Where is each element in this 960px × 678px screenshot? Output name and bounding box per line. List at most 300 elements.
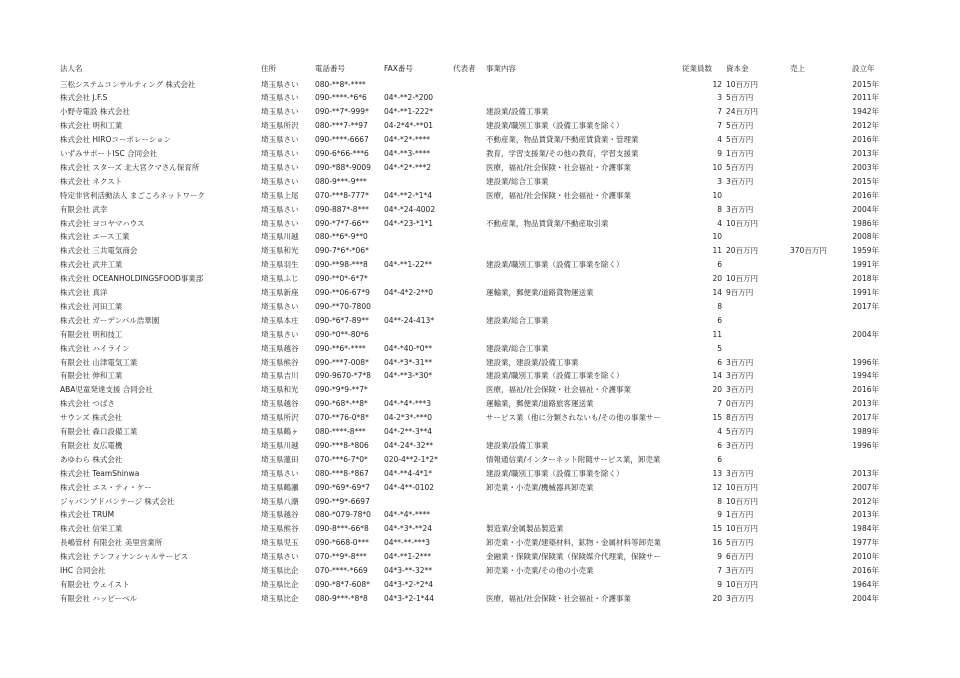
cell-employees: 15 <box>712 524 722 534</box>
header-cell-employees: 従業員数 <box>682 64 712 73</box>
cell-sales: 370百万円 <box>790 246 827 256</box>
cell-founded: 1984年 <box>852 524 879 534</box>
cell-founded: 2004年 <box>852 593 879 603</box>
cell-capital: 3百万円 <box>726 357 754 367</box>
cell-employees: 6 <box>717 454 722 464</box>
cell-address: 埼玉県さい <box>261 93 299 103</box>
cell-phone: 070-**76-0*8* <box>315 413 369 423</box>
cell-phone: 080-**6*-9**0 <box>315 232 368 242</box>
cell-founded: 1977年 <box>852 538 879 548</box>
table-row <box>0 272 960 286</box>
cell-fax: 04*-**1-22** <box>384 260 433 270</box>
cell-address: 埼玉県さい <box>261 135 299 145</box>
cell-founded: 2011年 <box>852 93 879 103</box>
cell-address: 埼玉県さい <box>261 329 299 339</box>
cell-fax: 04*-*4*-***3 <box>384 399 431 409</box>
cell-capital: 0百万円 <box>726 399 754 409</box>
cell-address: 埼玉県さい <box>261 552 299 562</box>
cell-founded: 2013年 <box>852 399 879 409</box>
cell-business: 教育，学習支援業/その他の教育，学習支援業 <box>486 149 639 158</box>
cell-name: サウンズ 株式会社 <box>60 413 123 423</box>
cell-employees: 6 <box>717 315 722 325</box>
table-row <box>0 133 960 147</box>
table-row <box>0 564 960 578</box>
cell-phone: 080-**8*-**** <box>315 79 366 89</box>
cell-capital: 10百万円 <box>726 524 759 534</box>
table-row <box>0 550 960 564</box>
table-row <box>0 439 960 453</box>
table-row <box>0 217 960 231</box>
cell-phone: 080-9***-*8*8 <box>315 593 368 603</box>
cell-phone: 090-*69*-69*7 <box>315 482 370 492</box>
cell-founded: 1964年 <box>852 579 879 589</box>
cell-address: 埼玉県熊谷 <box>261 524 299 534</box>
cell-capital: 3百万円 <box>726 440 754 450</box>
cell-phone: 090-***7-008* <box>315 357 369 367</box>
cell-founded: 1986年 <box>852 218 879 228</box>
cell-business: 医療，福祉/社会保険・社会福祉・介護事業 <box>486 385 632 395</box>
cell-address: 埼玉県さい <box>261 176 299 186</box>
cell-fax: 04*-**4-4*1* <box>384 468 433 478</box>
cell-business: 建設業/総合工事業 <box>486 315 549 325</box>
cell-name: 株式会社 真洋 <box>60 288 108 297</box>
cell-fax: 04*-**2-*200 <box>384 93 434 103</box>
cell-phone: 080-*079-78*0 <box>315 510 371 520</box>
header-cell-founded: 設立年 <box>852 64 875 73</box>
cell-name: 株式会社 武井工業 <box>60 260 123 270</box>
cell-phone: 090-**0*-6*7* <box>315 274 368 284</box>
cell-address: 埼玉県児玉 <box>261 538 299 548</box>
cell-capital: 24百万円 <box>726 107 759 117</box>
cell-name: 株式会社 ガーデンパル浩華園 <box>60 315 160 325</box>
cell-phone: 090-7*6*-*06* <box>315 246 369 256</box>
cell-founded: 2008年 <box>852 232 879 242</box>
cell-business: 医療，福祉/社会保険・社会福祉・介護事業 <box>486 162 632 172</box>
cell-founded: 2004年 <box>852 329 879 339</box>
table-row <box>0 119 960 133</box>
table-row <box>0 425 960 439</box>
table-row <box>0 244 960 258</box>
header-cell-representative: 代表者 <box>453 64 476 73</box>
cell-employees: 20 <box>712 593 722 603</box>
table-row <box>0 328 960 342</box>
cell-name: 株式会社 スターズ 北大宮クマさん保育所 <box>60 162 200 172</box>
cell-address: 埼玉県川越 <box>261 440 299 450</box>
table-row <box>0 411 960 425</box>
cell-address: 埼玉県比企 <box>261 579 299 589</box>
cell-employees: 13 <box>712 468 722 478</box>
cell-fax: 04-2*3*-***0 <box>384 413 433 423</box>
cell-phone: 090-****-6667 <box>315 135 369 145</box>
table-row <box>0 342 960 356</box>
cell-address: 埼玉県熊谷 <box>261 357 299 367</box>
cell-phone: 090-*7*7-66** <box>315 218 369 228</box>
cell-founded: 1989年 <box>852 427 879 436</box>
table-row <box>0 592 960 606</box>
cell-business: 金融業・保険業/保険業（保険媒介代理業，保険サー <box>486 552 662 562</box>
cell-name: 有限会社 友広電機 <box>60 440 123 450</box>
table-row <box>0 189 960 203</box>
cell-capital: 5百万円 <box>726 162 754 172</box>
cell-employees: 12 <box>712 482 722 492</box>
cell-founded: 2004年 <box>852 204 879 214</box>
header-cell-capital: 資本金 <box>726 64 749 73</box>
cell-employees: 10 <box>712 232 722 242</box>
cell-phone: 080-***8-*867 <box>315 468 369 478</box>
cell-founded: 1996年 <box>852 440 879 450</box>
cell-fax: 04*-*2*-***2 <box>384 162 431 172</box>
cell-address: 埼玉県さい <box>261 218 299 228</box>
cell-founded: 2016年 <box>852 190 879 200</box>
cell-employees: 4 <box>717 218 722 228</box>
cell-business: 運輸業，郵便業/道路旅客運送業 <box>486 399 594 409</box>
cell-fax: 04*-*2*-**** <box>384 135 430 145</box>
cell-address: 埼玉県さい <box>261 468 299 478</box>
cell-founded: 2015年 <box>852 176 879 186</box>
cell-fax: 04*-**2-*1*4 <box>384 190 433 200</box>
cell-phone: 090-887*-8*** <box>315 204 369 214</box>
cell-employees: 10 <box>712 190 722 200</box>
cell-employees: 16 <box>712 538 722 548</box>
cell-founded: 2012年 <box>852 496 879 506</box>
cell-name: 株式会社 J.F.S <box>60 93 108 103</box>
cell-phone: 090-**06-67*9 <box>315 288 370 297</box>
cell-phone: 080-***7-**97 <box>315 121 368 131</box>
cell-name: ジャパンアドバンテージ 株式会社 <box>60 496 175 506</box>
cell-business: 建設業/設備工事業 <box>486 440 549 450</box>
cell-capital: 10百万円 <box>726 218 759 228</box>
cell-name: あゆわら 株式会社 <box>60 454 123 464</box>
cell-phone: 070-****-*669 <box>315 566 368 575</box>
cell-phone: 090-*9*9-**7* <box>315 385 368 395</box>
cell-founded: 2018年 <box>852 274 879 284</box>
cell-address: 埼玉県比企 <box>261 593 299 603</box>
cell-fax: 04**-**-***3 <box>384 538 430 548</box>
cell-name: 株式会社 明和工業 <box>60 121 123 131</box>
cell-founded: 2003年 <box>852 162 879 172</box>
cell-address: 埼玉県さい <box>261 162 299 172</box>
cell-employees: 14 <box>712 371 722 381</box>
cell-fax: 04*-**3-**** <box>384 149 430 158</box>
cell-name: 株式会社 信栄工業 <box>60 524 123 534</box>
table-row <box>0 203 960 217</box>
cell-phone: 080-****-8*** <box>315 427 366 436</box>
table-row <box>0 147 960 161</box>
cell-phone: 090-*8*7-608* <box>315 579 370 589</box>
cell-address: 埼玉県蓮田 <box>261 454 299 464</box>
cell-phone: 090-9670-*7*8 <box>315 371 371 381</box>
cell-phone: 080-9***-9*** <box>315 176 367 186</box>
cell-address: 埼玉県鶴瀬 <box>261 482 299 492</box>
cell-name: 株式会社 エース工業 <box>60 232 130 242</box>
cell-capital: 5百万円 <box>726 135 754 145</box>
cell-business: 製造業/金属製品製造業 <box>486 524 564 534</box>
cell-fax: 04*-*3*-31** <box>384 357 433 367</box>
table-row <box>0 230 960 244</box>
cell-fax: 04*-*3*-**24 <box>384 524 433 534</box>
cell-business: 不動産業，物品賃貸業/不動産賃貸業・管理業 <box>486 135 639 145</box>
cell-employees: 10 <box>712 162 722 172</box>
cell-founded: 2017年 <box>852 301 879 311</box>
table-row <box>0 481 960 495</box>
cell-fax: 04-2*4*-**01 <box>384 121 434 131</box>
cell-business: 建設業/職別工事業（設備工事業を除く） <box>486 468 624 478</box>
cell-address: 埼玉県川越 <box>261 232 299 242</box>
cell-capital: 3百万円 <box>726 593 754 603</box>
cell-employees: 9 <box>717 510 722 520</box>
cell-business: 建設業，建設業/設備工事業 <box>486 357 579 367</box>
cell-fax: 04*3-*2-*2*4 <box>384 579 434 589</box>
cell-business: 情報通信業/インターネット附随サービス業，卸売業 <box>486 454 661 464</box>
cell-phone: 090-*0**-80*6 <box>315 329 369 339</box>
cell-name: 特定非営利活動法人 まごころネットワーク <box>60 190 205 200</box>
cell-phone: 090-*68*-**8* <box>315 399 368 409</box>
cell-name: 株式会社 TeamShinwa <box>60 468 140 478</box>
cell-business: 建設業/設備工事業 <box>486 107 549 117</box>
cell-name: 三松システムコンサルティング 株式会社 <box>60 79 196 89</box>
cell-name: 株式会社 エス・ティ・ケー <box>60 482 152 492</box>
cell-name: 有限会社 ハッピーベル <box>60 593 138 603</box>
table-row <box>0 508 960 522</box>
cell-employees: 8 <box>717 204 722 214</box>
table-row <box>0 356 960 370</box>
cell-founded: 2016年 <box>852 566 879 575</box>
cell-business: 運輸業，郵便業/道路貨物運送業 <box>486 288 594 297</box>
cell-name: 小野寺電設 株式会社 <box>60 107 130 117</box>
cell-employees: 7 <box>717 399 722 409</box>
cell-employees: 7 <box>717 121 722 131</box>
cell-address: 埼玉県羽生 <box>261 260 299 270</box>
header-cell-business: 事業内容 <box>486 64 516 73</box>
cell-address: 埼玉県和光 <box>261 246 299 256</box>
cell-capital: 3百万円 <box>726 468 754 478</box>
cell-name: ABA児童発達支援 合同会社 <box>60 385 153 395</box>
cell-address: 埼玉県本庄 <box>261 315 299 325</box>
cell-address: 埼玉県和光 <box>261 385 299 395</box>
table-row <box>0 314 960 328</box>
table-row <box>0 91 960 105</box>
cell-business: 建設業/職別工事業（設備工事業を除く） <box>486 260 624 270</box>
cell-capital: 10百万円 <box>726 79 759 89</box>
cell-business: 医療，福祉/社会保険・社会福祉・介護事業 <box>486 593 632 603</box>
cell-founded: 2015年 <box>852 79 879 89</box>
cell-capital: 10百万円 <box>726 496 759 506</box>
cell-phone: 090-8***-66*8 <box>315 524 369 534</box>
cell-phone: 090-**98-***8 <box>315 260 368 270</box>
cell-phone: 070-***6-7*0* <box>315 454 368 464</box>
cell-employees: 8 <box>717 301 722 311</box>
cell-employees: 6 <box>717 357 722 367</box>
header-cell-phone: 電話番号 <box>315 64 345 73</box>
cell-address: 埼玉県鶴ヶ <box>261 427 299 436</box>
cell-address: 埼玉県所沢 <box>261 121 299 131</box>
table-row <box>0 383 960 397</box>
header-cell-address: 住所 <box>261 64 276 73</box>
cell-capital: 10百万円 <box>726 274 759 284</box>
cell-name: 有限会社 伸和工業 <box>60 371 123 381</box>
cell-name: いずみサポートISC 合同会社 <box>60 149 158 158</box>
cell-employees: 12 <box>712 79 722 89</box>
cell-fax: 04**-24-413* <box>384 315 435 325</box>
cell-name: 株式会社 ネクスト <box>60 176 123 186</box>
cell-address: 埼玉県吉川 <box>261 371 299 381</box>
header-cell-name: 法人名 <box>60 64 83 73</box>
cell-fax: 04*-*4*-**** <box>384 510 430 520</box>
cell-business: 建設業/総合工事業 <box>486 176 549 186</box>
cell-capital: 20百万円 <box>726 246 759 256</box>
cell-employees: 8 <box>717 496 722 506</box>
cell-capital: 10百万円 <box>726 579 759 589</box>
cell-phone: 090-**6*-**** <box>315 343 366 353</box>
cell-capital: 3百万円 <box>726 566 754 575</box>
cell-employees: 11 <box>712 329 722 339</box>
cell-employees: 20 <box>712 385 722 395</box>
cell-capital: 1百万円 <box>726 149 754 158</box>
table-row <box>0 578 960 592</box>
cell-business: サービス業（他に分類されないも/その他の事業サー <box>486 413 662 423</box>
table-row <box>0 522 960 536</box>
cell-business: 建設業/職別工事業（設備工事業を除く） <box>486 371 624 381</box>
table-row <box>0 161 960 175</box>
cell-founded: 2010年 <box>852 552 879 562</box>
cell-name: 株式会社 HIROコーポレーション <box>60 135 172 145</box>
cell-fax: 04*-2**-3**4 <box>384 427 433 436</box>
cell-fax: 04*3-*2-1*44 <box>384 593 435 603</box>
cell-capital: 6百万円 <box>726 552 754 562</box>
cell-employees: 3 <box>717 176 722 186</box>
cell-founded: 2016年 <box>852 135 879 145</box>
cell-capital: 3百万円 <box>726 371 754 381</box>
cell-employees: 9 <box>717 149 722 158</box>
table-row <box>0 175 960 189</box>
header-cell-fax: FAX番号 <box>384 64 413 73</box>
cell-employees: 20 <box>712 274 722 284</box>
cell-capital: 9百万円 <box>726 288 754 297</box>
cell-name: 有限会社 ウェイスト <box>60 579 130 589</box>
cell-business: 卸売業・小売業/建築材料，鉱物・金属材料等卸売業 <box>486 538 662 548</box>
cell-name: 株式会社 ハイライン <box>60 343 130 353</box>
cell-employees: 15 <box>712 413 722 423</box>
cell-address: 埼玉県所沢 <box>261 413 299 423</box>
cell-capital: 5百万円 <box>726 538 754 548</box>
cell-address: 埼玉県越谷 <box>261 343 299 353</box>
cell-address: 埼玉県さい <box>261 79 299 89</box>
cell-name: 長嶋管材 有限会社 美里営業所 <box>60 538 163 548</box>
cell-employees: 5 <box>717 343 722 353</box>
cell-address: 埼玉県新座 <box>261 288 299 297</box>
cell-name: IHC 合同会社 <box>60 566 106 575</box>
table-row <box>0 453 960 467</box>
cell-capital: 1百万円 <box>726 510 754 520</box>
header-row <box>0 62 960 76</box>
cell-phone: 090-*6*7-89** <box>315 315 369 325</box>
cell-phone: 090-*88*-9009 <box>315 162 371 172</box>
cell-business: 医療，福祉/社会保険・社会福祉・介護事業 <box>486 190 632 200</box>
cell-business: 卸売業・小売業/その他の小売業 <box>486 566 594 575</box>
cell-business: 卸売業・小売業/機械器具卸売業 <box>486 482 594 492</box>
cell-phone: 090-6*66-***6 <box>315 149 369 158</box>
cell-name: 株式会社 OCEANHOLDINGSFOOD事業部 <box>60 274 204 284</box>
cell-fax: 04*3-**-32** <box>384 566 433 575</box>
cell-phone: 070-***8-777* <box>315 190 369 200</box>
cell-business: 建設業/総合工事業 <box>486 343 549 353</box>
cell-employees: 7 <box>717 566 722 575</box>
table-row <box>0 369 960 383</box>
table-row <box>0 397 960 411</box>
cell-founded: 2012年 <box>852 121 879 131</box>
cell-name: 株式会社 ヨコヤマハウス <box>60 218 145 228</box>
cell-address: 埼玉県さい <box>261 107 299 117</box>
cell-name: 株式会社 河田工業 <box>60 301 123 311</box>
cell-employees: 3 <box>717 93 722 103</box>
cell-fax: 020-4**2-1*2* <box>384 454 438 464</box>
table-row <box>0 536 960 550</box>
cell-founded: 1942年 <box>852 107 879 117</box>
cell-employees: 7 <box>717 107 722 117</box>
cell-capital: 8百万円 <box>726 413 754 423</box>
cell-founded: 2016年 <box>852 385 879 395</box>
cell-fax: 04*-4*2-2**0 <box>384 288 434 297</box>
table-row <box>0 258 960 272</box>
cell-business: 不動産業，物品賃貸業/不動産取引業 <box>486 218 609 228</box>
table-row <box>0 300 960 314</box>
cell-fax: 04*-**1-2*** <box>384 552 431 562</box>
cell-address: 埼玉県さい <box>261 149 299 158</box>
header-cell-sales: 売上 <box>790 64 805 73</box>
cell-founded: 1959年 <box>852 246 879 256</box>
cell-phone: 090-**70-7800 <box>315 301 371 311</box>
cell-capital: 5百万円 <box>726 427 754 436</box>
cell-phone: 090-***8-*806 <box>315 440 369 450</box>
table-row <box>0 105 960 119</box>
cell-name: 株式会社 つばさ <box>60 399 115 409</box>
cell-employees: 14 <box>712 288 722 297</box>
cell-founded: 1991年 <box>852 288 879 297</box>
cell-founded: 2013年 <box>852 149 879 158</box>
cell-employees: 4 <box>717 427 722 436</box>
cell-founded: 2017年 <box>852 413 879 423</box>
cell-phone: 090-**9*-6697 <box>315 496 370 506</box>
table-row <box>0 286 960 300</box>
cell-address: 埼玉県越谷 <box>261 399 299 409</box>
cell-address: 埼玉県さい <box>261 204 299 214</box>
cell-employees: 9 <box>717 552 722 562</box>
cell-name: 有限会社 山津電気工業 <box>60 357 138 367</box>
table-row <box>0 467 960 481</box>
cell-employees: 6 <box>717 260 722 270</box>
cell-employees: 11 <box>712 246 722 256</box>
cell-fax: 04*-*23-*1*1 <box>384 218 434 228</box>
table-row <box>0 495 960 509</box>
cell-address: 埼玉県さい <box>261 301 299 311</box>
cell-fax: 04*-*40-*0** <box>384 343 433 353</box>
cell-employees: 4 <box>717 135 722 145</box>
cell-capital: 3百万円 <box>726 176 754 186</box>
cell-capital: 3百万円 <box>726 385 754 395</box>
cell-phone: 090-**7*-999* <box>315 107 369 117</box>
cell-name: 有限会社 明和技工 <box>60 329 123 339</box>
cell-capital: 10百万円 <box>726 482 759 492</box>
cell-employees: 6 <box>717 440 722 450</box>
cell-name: 株式会社 TRUM <box>60 510 115 520</box>
cell-founded: 2007年 <box>852 482 879 492</box>
cell-fax: 04*-24*-32** <box>384 440 434 450</box>
cell-capital: 5百万円 <box>726 93 754 103</box>
cell-address: 埼玉県上尾 <box>261 190 299 200</box>
cell-founded: 1996年 <box>852 357 879 367</box>
cell-name: 有限会社 森口設備工業 <box>60 427 138 436</box>
cell-fax: 04*-4**-0102 <box>384 482 435 492</box>
